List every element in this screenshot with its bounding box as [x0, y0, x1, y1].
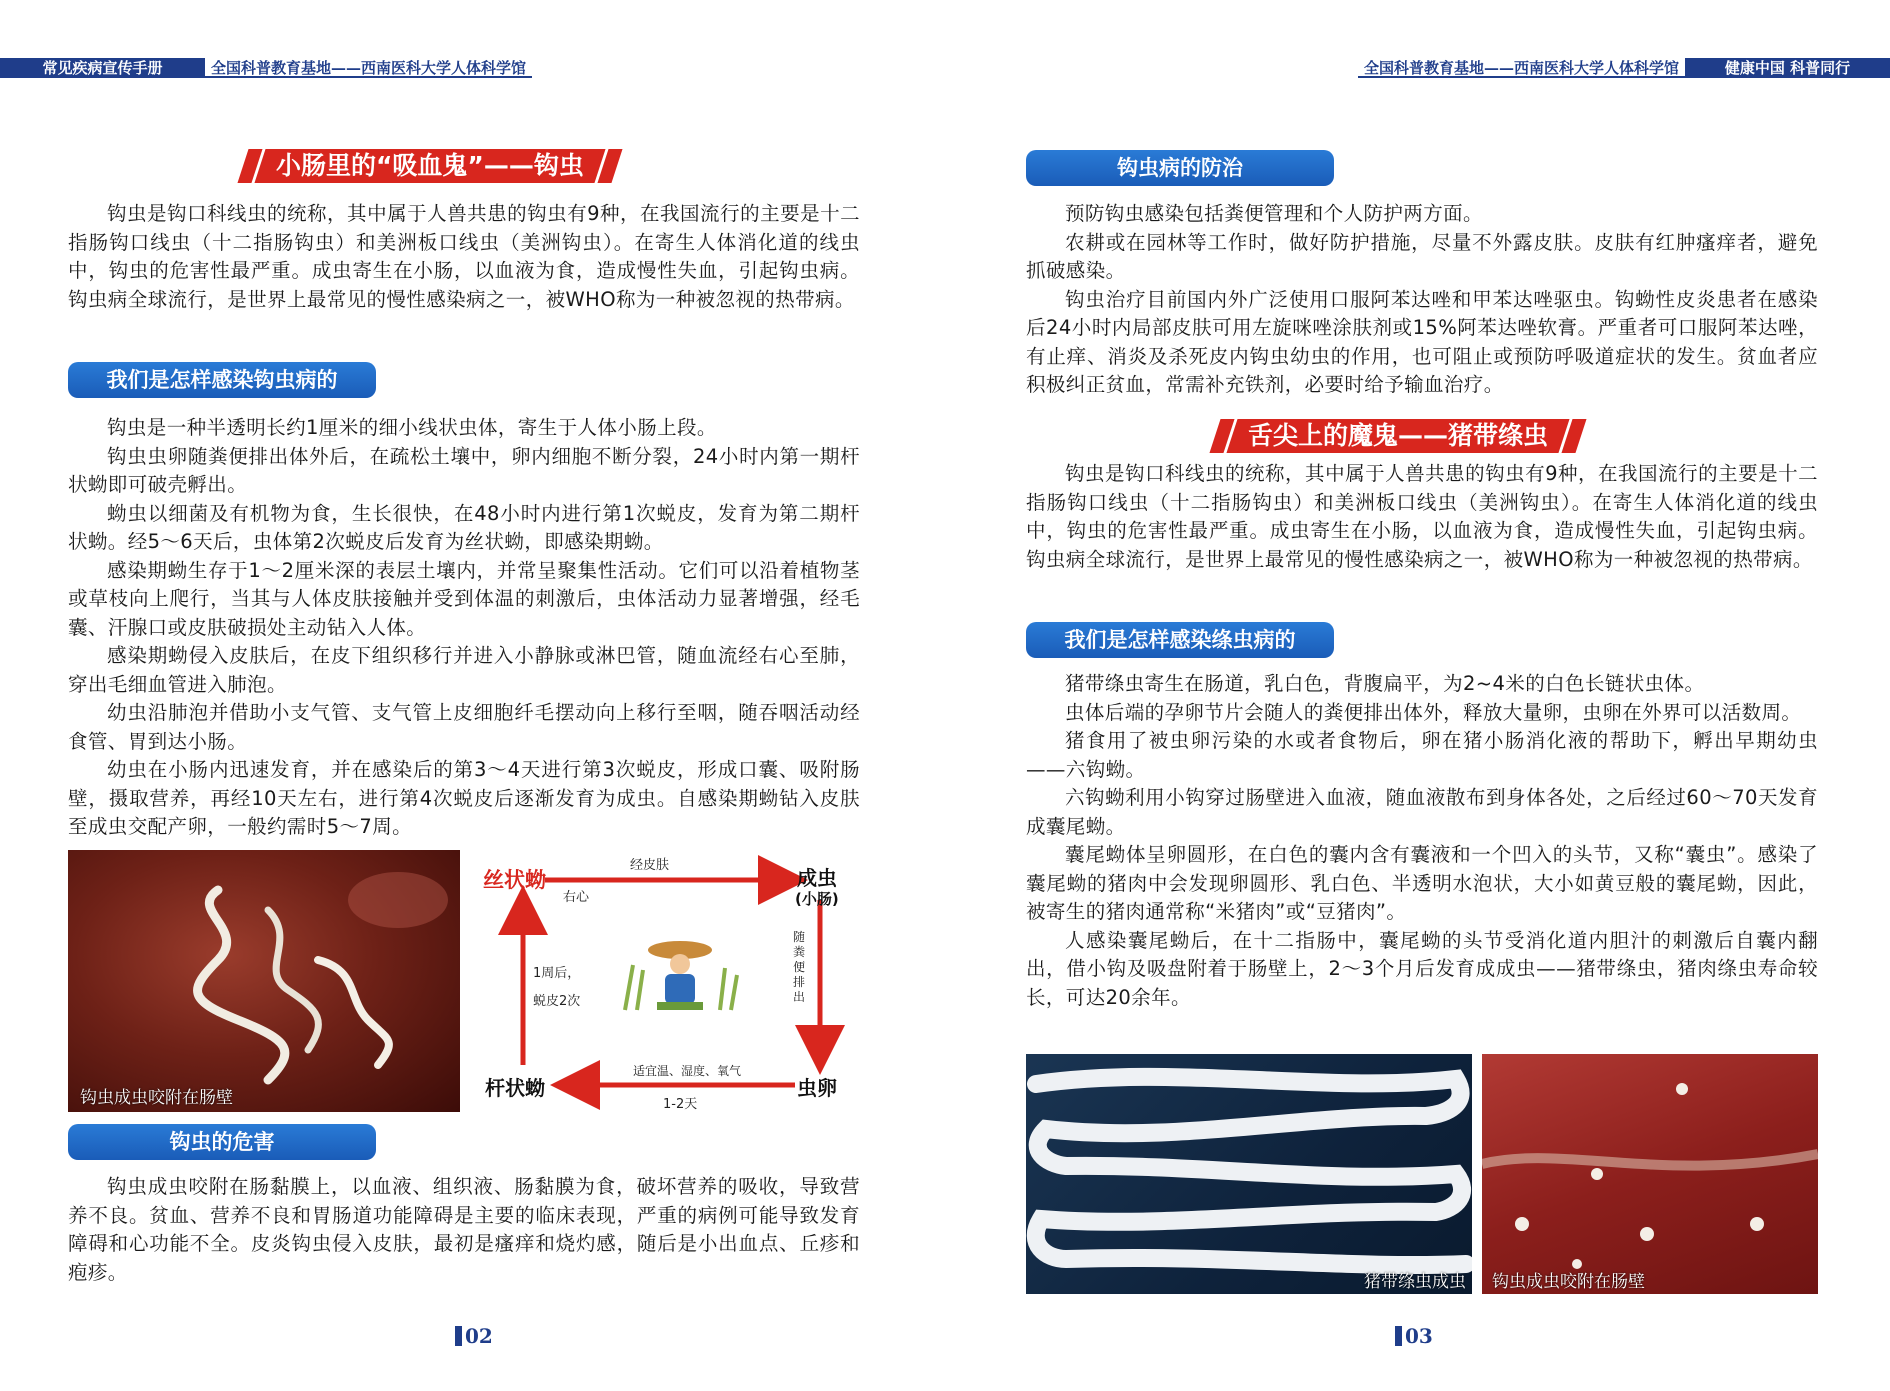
lifecycle-diagram [475, 850, 865, 1112]
paragraph: 感染期蚴生存于1～2厘米深的表层土壤内，并常呈聚集性活动。它们可以沿着植物茎或草枝向上爬行，当其与人体皮肤接触并受到体温的刺激后，虫体活动力显著增强，经毛囊、汗腺口或皮肤破损处主动钻入人体。 [68, 558, 860, 639]
diagram-adult-label: 成虫 [797, 866, 837, 890]
pork-cysticerci-image [1482, 1054, 1818, 1294]
tapeworm-photo-caption: 猪带绦虫成虫 [1364, 1272, 1466, 1292]
tapeworm-image [1026, 1054, 1472, 1294]
left-header-block: 常见疾病宣传手册 [0, 58, 205, 78]
left-header [0, 58, 532, 78]
right-page [945, 0, 1890, 1391]
left-section1-body [68, 414, 860, 842]
paragraph: 人感染囊尾蚴后，在十二指肠中，囊尾蚴的头节受消化道内胆汁的刺激后自囊内翻出，借小钩及吸盘附着于肠壁上，2～3个月后发育成成虫——猪带绦虫，猪肉绦虫寿命较长，可达20余年。 [1026, 928, 1818, 1009]
left-section1-heading: 我们是怎样感染钩虫病的 [68, 362, 376, 398]
right-section1-heading: 钩虫病的防治 [1026, 150, 1334, 186]
hookworm-photo [68, 850, 460, 1112]
paragraph: 幼虫沿肺泡并借助小支气管、支气管上皮细胞纤毛摆动向上移行至咽，随吞咽活动经食管、胃到达小肠。 [68, 701, 860, 753]
diagram-molt: 蜕皮2次 [533, 994, 581, 1009]
right-page-number [1395, 1324, 1433, 1348]
diagram-rhabditiform-label: 杆状蚴 [485, 1076, 545, 1100]
left-intro [68, 200, 860, 314]
right-section2-body [1026, 670, 1818, 1012]
paragraph: 预防钩虫感染包括粪便管理和个人防护两方面。 [1065, 202, 1483, 225]
diagram-egg-label: 虫卵 [797, 1076, 837, 1100]
right-intro [1026, 460, 1818, 574]
left-section2-heading: 钩虫的危害 [68, 1124, 376, 1160]
right-header [1358, 58, 1890, 78]
right-title-text: 舌尖上的魔鬼——猪带绦虫 [1248, 421, 1549, 450]
right-intro-text: 钩虫是钩口科线虫的统称，其中属于人兽共患的钩虫有9种，在我国流行的主要是十二指肠钩口线虫（十二指肠钩虫）和美洲板口线虫（美洲钩虫）。在寄生人体消化道的线虫中，钩虫的危害性最严重。成虫寄生在小肠，以血液为食，造成慢性失血，引起钩虫病。钩虫病全球流行，是世界上最常见的慢性感染病之一，被WHO称为一种被忽视的热带病。 [1026, 462, 1818, 571]
left-title-text: 小肠里的“吸血鬼”——钩虫 [276, 151, 584, 180]
paragraph: 农耕或在园林等工作时，做好防护措施，尽量不外露皮肤。皮肤有红肿瘙痒者，避免抓破感染。 [1026, 230, 1818, 282]
paragraph: 蚴虫以细菌及有机物为食，生长很快，在48小时内进行第1次蜕皮，发育为第二期杆状蚴。经5～6天后，虫体第2次蜕皮后发育为丝状蚴，即感染期蚴。 [68, 501, 860, 553]
right-header-line: 全国科普教育基地——西南医科大学人体科学馆 [1358, 58, 1685, 78]
paragraph: 幼虫在小肠内迅速发育，并在感染后的第3～4天进行第3次蜕皮，形成口囊、吸附肠壁，摄取营养，再经10天左右，进行第4次蜕皮后逐渐发育为成虫。自感染期蚴钻入皮肤至成虫交配产卵，一般约需时5～7周。 [68, 758, 860, 838]
paragraph: 感染期蚴侵入皮肤后，在皮下组织移行并进入小静脉或淋巴管，随血流经右心至肺，穿出毛细血管进入肺泡。 [68, 644, 860, 696]
left-page-number [455, 1324, 493, 1348]
diagram-right-heart: 右心 [563, 890, 590, 905]
paragraph: 钩虫是一种半透明长约1厘米的细小线状虫体，寄生于人体小肠上段。 [107, 416, 717, 439]
paragraph: 钩虫虫卵随粪便排出体外后，在疏松土壤中，卵内细胞不断分裂，24小时内第一期杆状蚴即可破壳孵出。 [68, 444, 860, 496]
left-red-title [240, 148, 620, 184]
paragraph: 六钩蚴利用小钩穿过肠壁进入血液，随血液散布到身体各处，之后经过60～70天发育成囊尾蚴。 [1026, 786, 1818, 838]
right-section2-heading: 我们是怎样感染绦虫病的 [1026, 622, 1334, 658]
paragraph: 囊尾蚴体呈卵圆形，在白色的囊内含有囊液和一个凹入的头节，又称“囊虫”。感染了囊尾蚴的猪肉中会发现卵圆形、乳白色、半透明水泡状，大小如黄豆般的囊尾蚴，因此，被寄生的猪肉通常称“米猪肉”或“豆猪肉”。 [1026, 843, 1818, 923]
diagram-adult-sub: (小肠) [795, 890, 839, 908]
pork-photo [1482, 1054, 1818, 1294]
diagram-via-skin: 经皮肤 [630, 858, 670, 873]
diagram-conditions: 适宜温、湿度、氧气 [633, 1064, 742, 1078]
right-section1-body [1026, 200, 1818, 400]
diagram-filariform-label: 丝状蚴 [483, 868, 546, 892]
paragraph: 猪带绦虫寄生在肠道，乳白色，背腹扁平，为2~4米的白色长链状虫体。 [1065, 672, 1705, 695]
diagram-days: 1-2天 [663, 1097, 698, 1112]
paragraph: 钩虫成虫咬附在肠黏膜上，以血液、组织液、肠黏膜为食，破坏营养的吸收，导致营养不良。贫血、营养不良和胃肠道功能障碍是主要的临床表现，严重的病例可能导致发育障碍和心功能不全。皮炎钩虫侵入皮肤，最初是瘙痒和烧灼感，随后是小出血点、丘疹和疱疹。 [68, 1175, 860, 1284]
diagram-week-after: 1周后， [533, 966, 581, 981]
paragraph: 猪食用了被虫卵污染的水或者食物后，卵在猪小肠消化液的帮助下，孵出早期幼虫——六钩蚴。 [1026, 729, 1818, 781]
paragraph: 钩虫治疗目前国内外广泛使用口服阿苯达唑和甲苯达唑驱虫。钩蚴性皮炎患者在感染后24小时内局部皮肤可用左旋咪唑涂肤剂或15%阿苯达唑软膏。严重者可口服阿苯达唑，有止痒、消炎及杀死皮内钩虫幼虫的作用，也可阻止或预防呼吸道症状的发生。贫血者应积极纠正贫血，常需补充铁剂，必要时给予输血治疗。 [1026, 287, 1818, 396]
diagram-feces: 随粪便排出 [793, 930, 806, 1004]
left-header-line: 全国科普教育基地——西南医科大学人体科学馆 [205, 58, 532, 78]
paragraph: 虫体后端的孕卵节片会随人的粪便排出体外，释放大量卵，虫卵在外界可以活数周。 [1065, 700, 1802, 724]
tapeworm-photo [1026, 1054, 1472, 1294]
right-header-block: 健康中国 科普同行 [1685, 58, 1890, 78]
left-section2-body [68, 1173, 860, 1287]
left-page-number-text: 02 [465, 1324, 493, 1348]
left-intro-text: 钩虫是钩口科线虫的统称，其中属于人兽共患的钩虫有9种，在我国流行的主要是十二指肠钩口线虫（十二指肠钩虫）和美洲板口线虫（美洲钩虫）。在寄生人体消化道的线虫中，钩虫的危害性最严重。成虫寄生在小肠，以血液为食，造成慢性失血，引起钩虫病。钩虫病全球流行，是世界上最常见的慢性感染病之一，被WHO称为一种被忽视的热带病。 [68, 202, 860, 311]
hookworm-photo-caption: 钩虫成虫咬附在肠壁 [80, 1088, 233, 1108]
hookworm-worm-image [68, 850, 460, 1112]
pork-photo-caption: 钩虫成虫咬附在肠壁 [1492, 1272, 1645, 1292]
right-page-number-text: 03 [1405, 1324, 1433, 1348]
right-red-title [1212, 418, 1584, 454]
